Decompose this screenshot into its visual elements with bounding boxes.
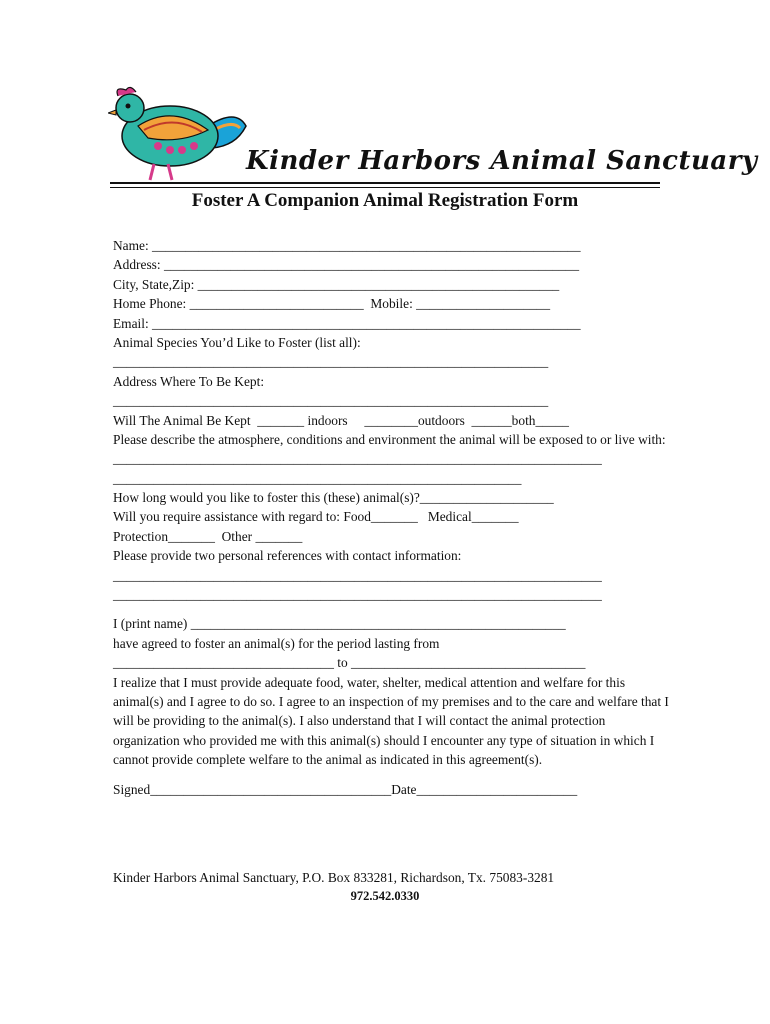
- species-field[interactable]: _________________________________________________________________: [113, 354, 549, 370]
- protection-field[interactable]: Protection_______ Other _______: [113, 528, 303, 544]
- signature-field[interactable]: Signed____________________________________Date________________________: [113, 781, 578, 797]
- footer-phone: 972.542.0330: [350, 889, 420, 903]
- describe-field-2[interactable]: _____________________________________________________________: [113, 470, 522, 486]
- print-name-field[interactable]: I (print name) ________________________________________________________: [113, 616, 566, 632]
- footer-address: Kinder Harbors Animal Sanctuary, P.O. Box 833281, Richardson, Tx. 75083-3281: [113, 870, 555, 885]
- reference-field-1[interactable]: _________________________________________________________________________: [113, 567, 602, 583]
- sanctuary-name: Kinder Harbors Animal Sanctuary: [246, 146, 758, 176]
- kept-address-label: Address Where To Be Kept:: [113, 373, 265, 389]
- reference-field-2[interactable]: _________________________________________________________________________: [113, 587, 602, 603]
- name-field[interactable]: Name: ________________________________________________________________: [113, 238, 581, 253]
- form-body: [113, 236, 673, 799]
- header-rule: [110, 182, 660, 184]
- kept-address-field[interactable]: _________________________________________________________________: [113, 393, 549, 409]
- references-label: Please provide two personal references with contact information:: [113, 548, 462, 564]
- kept-location-field[interactable]: Will The Animal Be Kept _______ indoors ________outdoors ______both_____: [113, 412, 569, 428]
- header-rule-thin: [110, 187, 660, 188]
- city-state-zip-field[interactable]: City, State,Zip: ______________________________________________________: [113, 276, 560, 292]
- describe-label: Please describe the atmosphere, conditions and environment the animal will be exposed to or live with:: [113, 431, 666, 447]
- period-field[interactable]: _________________________________ to ___________________________________: [113, 655, 586, 671]
- agreement-text: I realize that I must provide adequate food, water, shelter, medical attention and welfare for this animal(s) and I agree to do so. I agree to an inspection of my premises and to the care and welfare that I will be providing to the animal(s). I also understand that I will contact the animal protection organization who provided me with this animal(s) should I encounter any type of situation in which I cannot provide complete welfare to the animal as indicated in this agreement(s).: [113, 674, 669, 768]
- bird-logo: [108, 86, 248, 182]
- phone-fields[interactable]: Home Phone: __________________________ Mobile: ____________________: [113, 296, 551, 312]
- duration-field[interactable]: How long would you like to foster this (these) animal(s)?____________________: [113, 490, 554, 506]
- form-title: Foster A Companion Animal Registration Form: [191, 190, 579, 211]
- agreed-label: have agreed to foster an animal(s) for the period lasting from: [113, 635, 440, 651]
- assistance-field[interactable]: Will you require assistance with regard to: Food_______ Medical_______: [113, 509, 519, 525]
- email-field[interactable]: Email: ________________________________________________________________: [113, 315, 581, 331]
- species-label: Animal Species You’d Like to Foster (list all):: [113, 334, 361, 350]
- address-field[interactable]: Address: ______________________________________________________________: [113, 257, 580, 273]
- describe-field-1[interactable]: _________________________________________________________________________: [113, 451, 602, 467]
